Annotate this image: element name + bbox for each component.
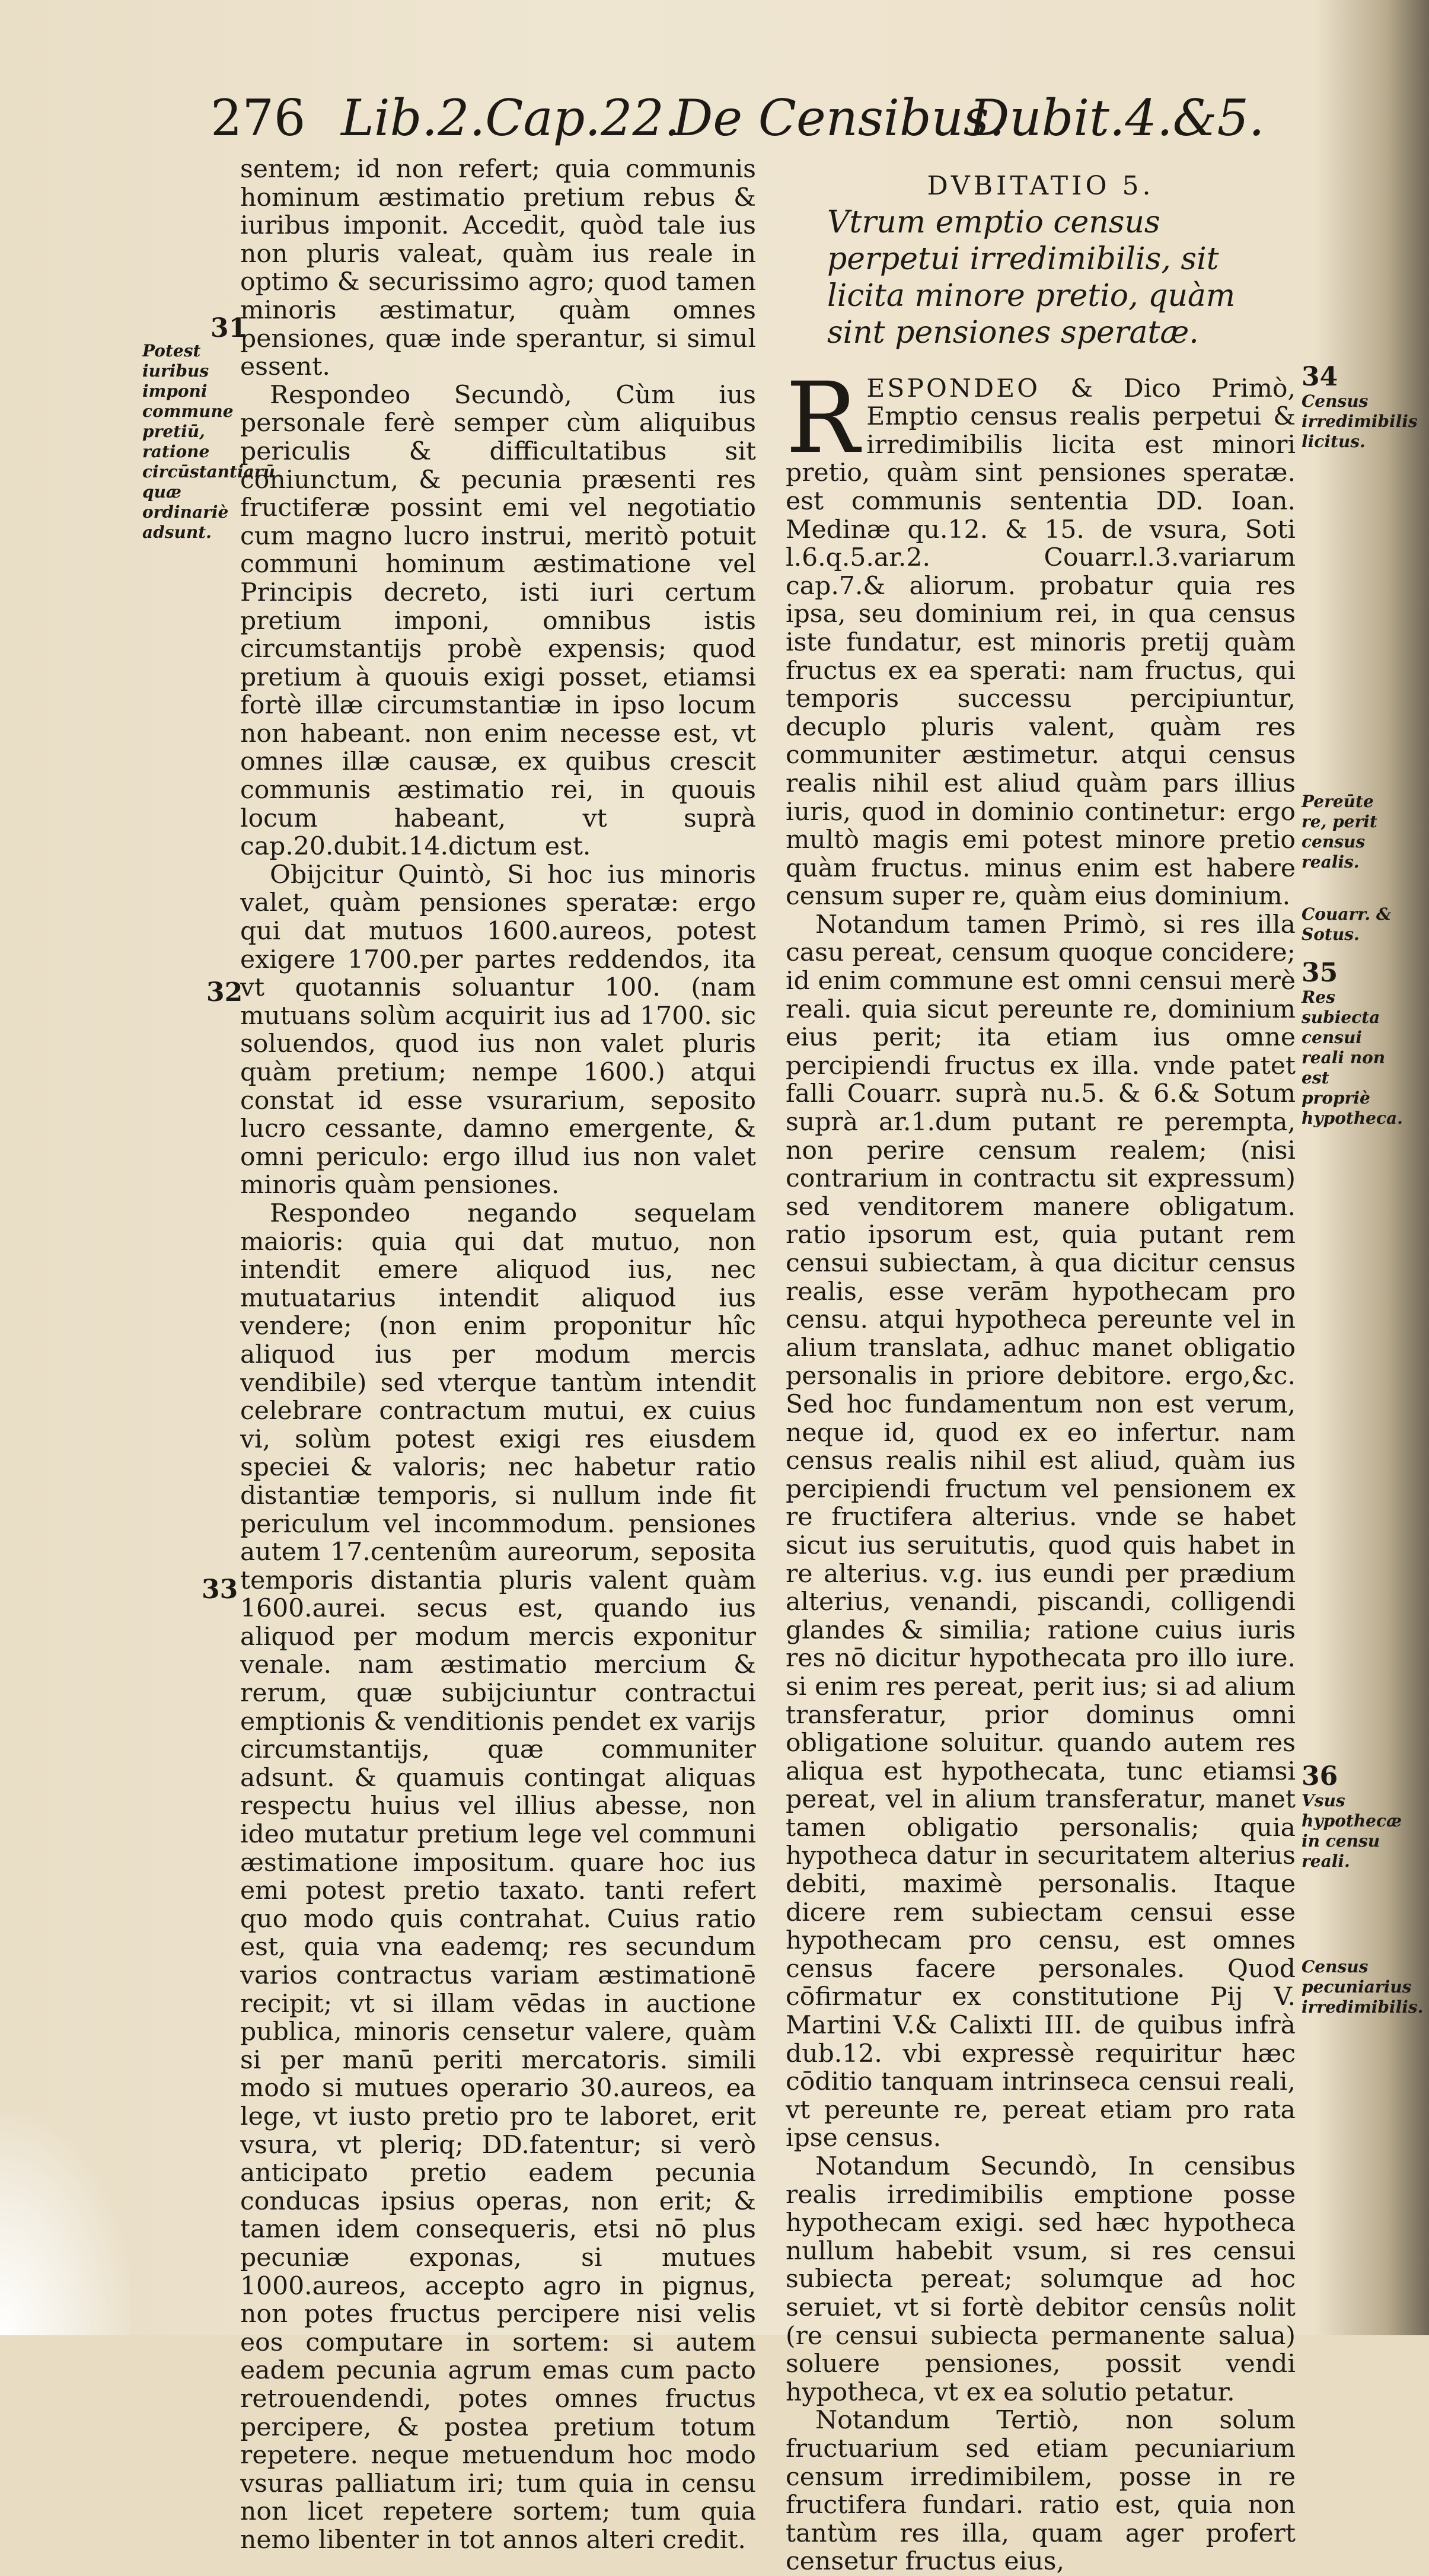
page-number: 276 [210, 89, 306, 147]
margin-number: 35 [1302, 958, 1338, 988]
book-chapter: Lib.2.Cap.22. [341, 89, 680, 147]
margin-number: 36 [1302, 1761, 1338, 1791]
paragraph: Notandum Tertiò, non solum fructuarium sed etiam pecuniarium censum irredimibilem, posse in re fructifera fundari. ratio est, quia non tantùm res illa, quam ager profert censetur fructus eius, [786, 2406, 1296, 2576]
margin-number: 32 [206, 977, 243, 1008]
paragraph: Respondeo Secundò, Cùm ius personale ferè semper cùm aliquibus periculis & difficultatibus sit coniunctum, & pecunia præsenti res fructiferæ possint emi vel negotiatio cum magno lucro instrui, meritò potuit communi hominum æstimatione vel Principis decreto, isti iuri certum pretium imponi, omnibus istis circumstantijs probè expensis; quod pretium à quouis exigi posset, etiamsi fortè illæ circumstantiæ in ipso locum non habeant. non enim necesse est, vt omnes illæ causæ, ex quibus crescit communis æstimatio rei, in quouis locum habeant, vt suprà cap.20.dubit.14.dictum est. [240, 380, 756, 862]
margin-note: Res subiecta censui reali non est propriè hypotheca. [1302, 987, 1403, 1128]
paper-damage [0, 2111, 130, 2335]
running-header [210, 89, 1265, 154]
margin-note: Vsus hypothecæ in censu reali. [1302, 1791, 1402, 1871]
paragraph: Respondeo negando sequelam maioris: quia qui dat mutuo, non intendit emere aliquod ius, nec mutuatarius intendit aliquod ius vendere; (non enim proponitur hîc aliquod ius per modum mercis vendibile) sed vterque tantùm intendit celebrare contractum mutui, ex cuius vi, solùm potest exigi res eiusdem speciei & valoris; nec habetur ratio distantiæ temporis, si nullum inde fit periculum vel incommodum. pensiones autem 17.centenûm aureorum, seposita temporis distantia pluris valent quàm 1600.aurei. secus est, quando ius aliquod per modum mercis exponitur venale. nam æstimatio mercium & rerum, quæ subijciuntur contractui emptionis & venditionis pendet ex varijs circumstantijs, quæ communiter adsunt. & quamuis contingat aliquas respectu huius vel illius abesse, non ideo mutatur pretium lege vel communi æstimatione impositum. quare hoc ius emi potest pretio taxato. tanti refert quo modo quis contrahat. Cuius ratio est, quia vna eademq; res secundum varios contractus variam æstimationē recipit; vt si illam vēdas in auctione publica, minoris censetur valere, quàm si per manū periti mercatoris. simili modo si mutues operario 30.aureos, ea lege, vt iusto pretio pro te laboret, erit vsura, vt pleriq; DD.fatentur; si verò anticipato pretio eadem pecunia conducas ipsius operas, non erit; & tamen idem consequeris, etsi nō plus pecuniæ exponas, si mutues 1000.aureos, accepto agro in pignus, non potes fructus percipere nisi velis eos computare in sortem: si autem eadem pecunia agrum emas cum pacto retrouendendi, potes omnes fructus percipere, & postea pretium totum repetere. neque metuendum hoc modo vsuras palliatum iri; tum quia in censu non licet repetere sortem; tum quia nemo libenter in tot annos alteri credit. [240, 1198, 756, 2555]
dubitatio-range: Dubit.4.&5. [969, 89, 1265, 147]
margin-note: Census pecuniarius irredimibilis. [1302, 1957, 1424, 2017]
paragraph: Obijcitur Quintò, Si hoc ius minoris valet, quàm pensiones speratæ: ergo qui dat mutuos 1600.aureos, potest exigere 1700.per partes reddendos, ita vt quotannis soluantur 100. (nam mutuans solùm acquirit ius ad 1700. sic soluendos, quod ius non valet pluris quàm pretium; nempe 1600.) atqui constat id esse vsurarium, seposito lucro cessante, damno emergente, & omni periculo: ergo illud ius non valet minoris quàm pensiones. [240, 860, 756, 1200]
opening-word: ESPONDEO [866, 374, 1040, 403]
paragraph [786, 361, 1296, 911]
margin-number: 31 [210, 313, 247, 343]
margin-number: 34 [1302, 362, 1338, 392]
paragraph: Notandum tamen Primò, si res illa casu pereat, censum quoque concidere; id enim commune est omni censui merè reali. quia sicut pereunte re, dominium eius perit; ita etiam ius omne percipiendi fructus ex illa. vnde patet falli Couarr. suprà nu.5. & 6.& Sotum suprà ar.1.dum putant re perempta, non perire censum realem; (nisi contrarium in contractu sit expressum) sed venditorem manere obligatum. ratio ipsorum est, quia putant rem censui subiectam, à qua dicitur census realis, esse verām hypothecam pro censu. atqui hypotheca pereunte vel in alium translata, adhuc manet obligatio personalis in priore debitore. ergo,&c. Sed hoc fundamentum non est verum, neque id, quod ex eo infertur. nam census realis nihil est aliud, quàm ius percipiendi fructum vel pensionem ex re fructifera alterius. vnde se habet sicut ius seruitutis, quod quis habet in re alterius. v.g. ius eundi per prædium alterius, venandi, piscandi, colligendi glandes & similia; ratione cuius iuris res nō dicitur hypothecata pro illo iure. si enim res pereat, perit ius; si ad alium transferatur, prior dominus omni obligatione soluitur. quando autem res aliqua est hypothecata, tunc etiamsi pereat, vel in alium transferatur, manet tamen obligatio personalis; quia hypotheca datur in securitatem alterius debiti, maximè personalis. Itaque dicere rem subiectam censui esse hypothecam pro censu, est omnes census facere personales. Quod cōfirmatur ex constitutione Pij V. Martini V.& Calixti III. de quibus infrà dub.12. vbi expressè requiritur hæc cōditio tanquam intrinseca censui reali, vt pereunte re, pereat etiam pro rata ipse census. [786, 910, 1296, 2153]
paragraph: sentem; id non refert; quia communis hominum æstimatio pretium rebus & iuribus imponit. Accedit, quòd tale ius non pluris valeat, quàm ius reale in optimo & securissimo agro; quod tamen minoris æstimatur, quàm omnes pensiones, quæ inde sperantur, si simul essent. [240, 155, 756, 382]
margin-number: 33 [202, 1574, 238, 1605]
drop-capital: R [786, 361, 860, 475]
margin-note: Potest iuribus imponi commune pretiū, ratione circūstantiarū quæ ordinariè adsunt. [142, 341, 275, 542]
left-text-column [240, 155, 756, 2554]
paragraph: Notandum Secundò, In censibus realis irredimibilis emptione posse hypothecam exigi. sed hæc hypotheca nullum habebit vsum, si res censui subiecta pereat; solumque ad hoc seruiet, vt si fortè debitor censûs nolit (re censui subiecta permanente salua) soluere pensiones, possit vendi hypotheca, vt ex ea solutio petatur. [786, 2152, 1296, 2407]
margin-note: Couarr. & Sotus. [1302, 904, 1392, 944]
margin-note: Pereūte re, perit census realis. [1302, 792, 1377, 872]
question-title: Vtrum emptio census perpetui irredimibilis, sit licita minore pretio, quàm sint pensiones speratæ. [827, 204, 1236, 350]
dubitatio-heading: DVBITATIO 5. [927, 171, 1154, 201]
paragraph-text: & Dico Primò, Emptio census realis perpetui & irredimibilis licita est minori pretio, quàm sint pensiones speratæ. est communis sententia DD. Ioan. Medinæ qu.12. & 15. de vsura, Soti l.6.q.5.ar.2. Couarr.l.3.variarum cap.7.& aliorum. probatur quia res ipsa, seu dominium rei, in qua census iste fundatur, est minoris pretij quàm fructus ex ea sperati: nam fructus, qui temporis successu percipiuntur, decuplo pluris valent, quàm res communiter æstimetur. atqui census realis nihil est aliud quàm pars illius iuris, quod in dominio continetur: ergo multò magis emi potest minore pretio quàm fructus. minus enim est habere censum super re, quàm eius dominium. [786, 374, 1296, 911]
margin-note: Census irredimibilis licitus. [1302, 391, 1418, 451]
right-text-column [786, 172, 1296, 2576]
section-title: De Censibus. [673, 89, 1005, 147]
